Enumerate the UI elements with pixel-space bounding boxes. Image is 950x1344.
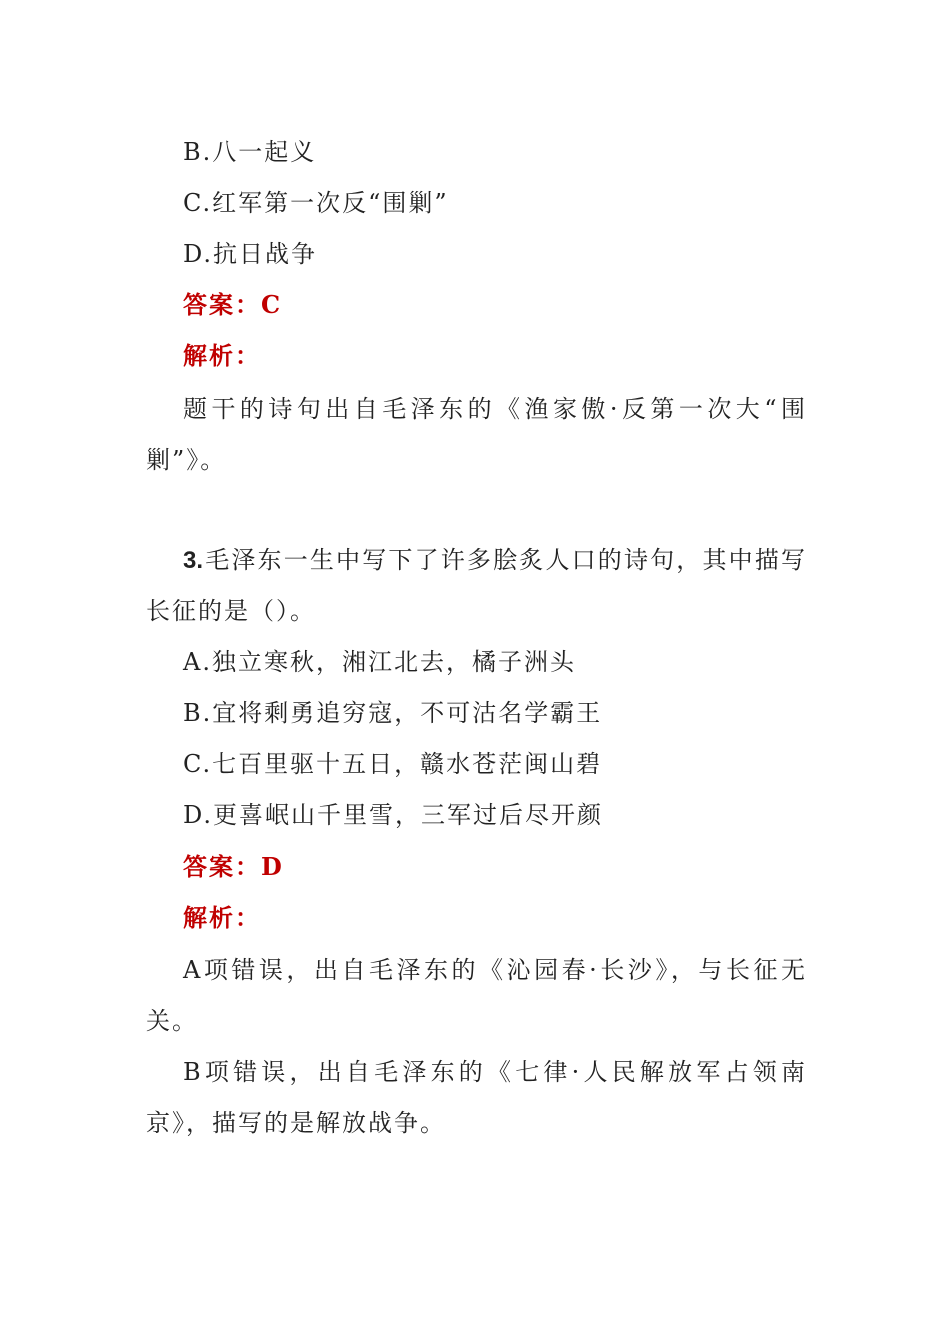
q3-stem-line-2: 长征的是（）。: [146, 597, 316, 625]
q2-option-d: D.抗日战争: [183, 240, 318, 268]
q2-option-b: B.八一起义: [183, 138, 317, 166]
q3-analysis-label: 解析：: [183, 903, 261, 932]
q3-analysis-a-line-1: A项错误，出自毛泽东的《沁园春·长沙》，与长征无: [183, 956, 805, 984]
q2-analysis-label: 解析：: [183, 341, 261, 370]
q2-option-c: C.红军第一次反“围剿”: [183, 189, 449, 217]
q3-stem-text: 毛泽东一生中写下了许多脍炙人口的诗句，其中描写: [203, 546, 805, 574]
q3-option-a: A.独立寒秋，湘江北去，橘子洲头: [183, 648, 576, 676]
q3-analysis-b-line-1: B项错误，出自毛泽东的《七律·人民解放军占领南: [183, 1058, 805, 1086]
q3-option-b: B.宜将剩勇追穷寇，不可沽名学霸王: [183, 699, 603, 727]
q3-option-c: C.七百里驱十五日，赣水苍茫闽山碧: [183, 750, 603, 778]
q3-analysis-b-line-2: 京》，描写的是解放战争。: [146, 1109, 446, 1137]
q2-analysis-line-1: 题干的诗句出自毛泽东的《渔家傲·反第一次大“围: [183, 395, 805, 423]
q3-stem-line-1: [183, 543, 805, 578]
q3-analysis-a-line-2: 关。: [146, 1007, 198, 1035]
q3-answer: 答案：D: [183, 852, 284, 881]
q2-answer: 答案：C: [183, 290, 283, 319]
q3-option-d: D.更喜岷山千里雪，三军过后尽开颜: [183, 801, 604, 829]
q2-analysis-line-2: 剿”》。: [146, 446, 227, 474]
q3-number: 3.: [183, 547, 204, 574]
